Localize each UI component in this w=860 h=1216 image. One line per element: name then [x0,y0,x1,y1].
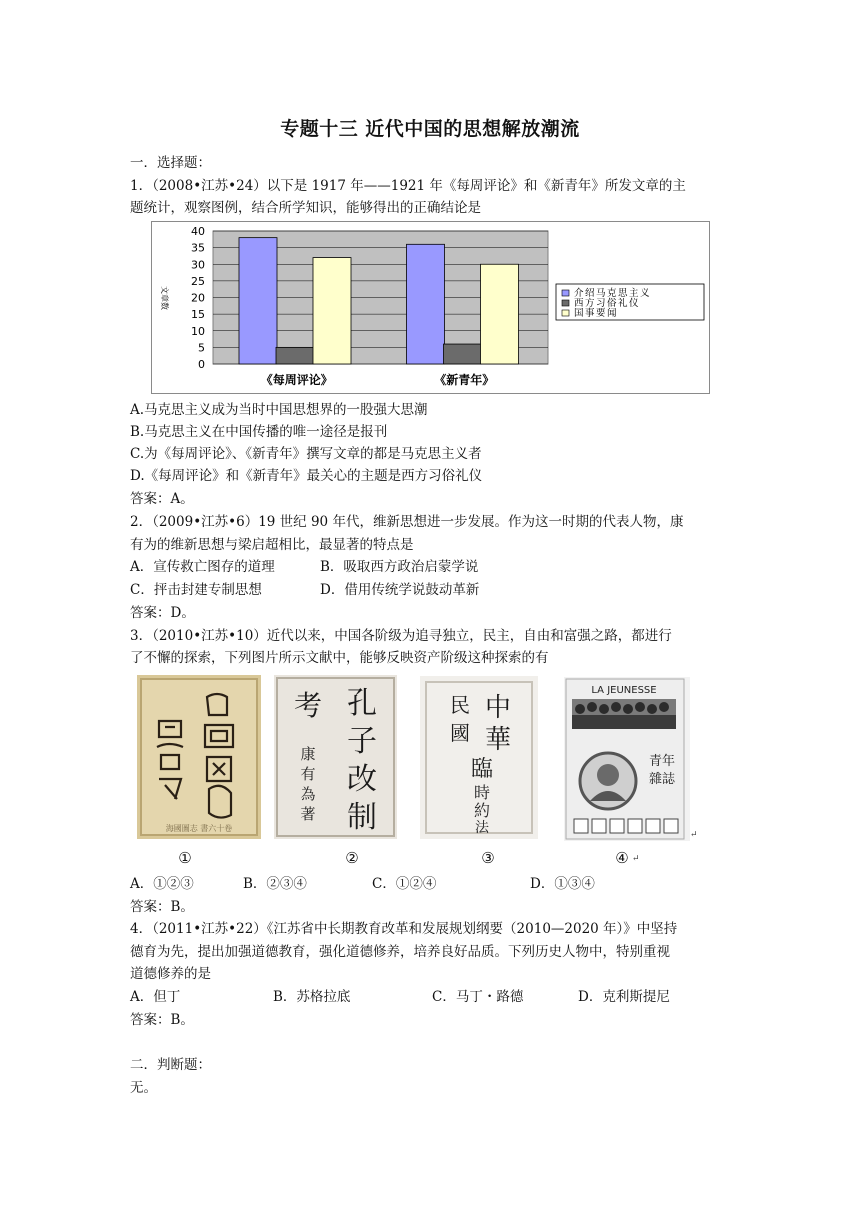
question-4-option-a: A．但丁 [130,989,181,1005]
section-2-body: 无。 [130,1080,157,1096]
y-tick-label: 35 [191,241,205,255]
question-3-option-b: B．②③④ [243,876,307,892]
legend-label: 国事要闻 [574,308,619,319]
document-image-4 [564,677,690,841]
page-title: 专题十三 近代中国的思想解放潮流 [280,118,580,140]
y-tick-label: 25 [191,274,205,288]
return-mark-icon: ↵ [632,854,640,864]
question-1-option-d: D.《每周评论》和《新青年》最关心的主题是西方习俗礼仪 [130,468,483,484]
question-2-option-b: B．吸取西方政治启蒙学说 [320,559,479,575]
document-image-2 [274,675,397,839]
svg-text:著: 著 [300,805,316,823]
bar-1-3 [313,258,351,364]
legend-label: 介绍马克思主义 [574,288,652,299]
document-image-1 [137,675,261,839]
question-2-line-2: 有为的维新思想与梁启超相比，最显著的特点是 [130,537,414,553]
image-1-caption: 海國圖志 書六十卷 [165,824,233,833]
svg-text:孔: 孔 [347,686,377,721]
question-3-option-c: C．①②④ [372,876,437,892]
svg-text:華: 華 [484,725,512,755]
document-image-3 [420,676,538,839]
svg-text:青年: 青年 [648,754,676,769]
bar-2-1 [407,244,445,364]
y-tick-label: 0 [198,358,205,371]
bar-1-2 [276,347,314,364]
x-tick-label: 《每周评论》 [260,373,333,387]
question-3-option-d: D．①③④ [530,876,595,892]
question-1-option-c: C.为《每周评论》、《新青年》撰写文章的都是马克思主义者 [130,446,482,462]
question-2-option-a: A．宣传救亡图存的道理 [130,559,275,575]
question-1-option-a: A.马克思主义成为当时中国思想界的一股强大思潮 [130,402,428,418]
svg-text:制: 制 [347,800,377,835]
question-4-option-c: C．马丁・路德 [432,989,524,1005]
legend-label: 西方习俗礼仪 [574,298,641,309]
x-tick-label: 《新青年》 [434,373,495,387]
bar-2-2 [444,344,482,364]
bar-2-3 [481,264,519,364]
legend-swatch [562,310,569,316]
svg-text:為: 為 [300,785,316,803]
question-4-option-b: B．苏格拉底 [273,989,351,1005]
image-3-label: ③ [481,849,495,867]
image-4-header: LA JEUNESSE [591,685,657,696]
y-tick-label: 30 [191,258,205,272]
question-4-line-3: 道德修养的是 [130,966,211,982]
y-tick-label: 10 [191,324,205,338]
question-1-line-2: 题统计，观察图例，结合所学知识，能够得出的正确结论是 [130,200,481,216]
svg-text:法: 法 [475,820,489,836]
svg-text:中: 中 [484,693,512,723]
svg-text:國: 國 [450,721,470,745]
svg-text:子: 子 [347,724,377,759]
question-1-line-1: 1．（2008•江苏•24）以下是 1917 年——1921 年《每周评论》和《新青年》所发文章的主 [130,178,686,194]
svg-text:約: 約 [473,801,491,820]
question-3-answer: 答案：B。 [130,899,194,915]
bar-chart-svg [152,222,709,393]
svg-text:考: 考 [293,689,323,722]
question-4-answer: 答案：B。 [130,1012,194,1028]
image-4-label: ④ [615,849,629,867]
legend-swatch [562,290,569,296]
y-tick-label: 20 [191,291,205,305]
image-1-label: ① [178,849,192,867]
svg-text:改: 改 [347,762,377,797]
svg-text:雜誌: 雜誌 [648,772,676,787]
svg-text:有: 有 [300,765,316,783]
y-tick-label: 5 [198,341,205,355]
svg-text:臨: 臨 [470,757,494,782]
question-3-line-2: 了不懈的探索，下列图片所示文献中，能够反映资产阶级这种探索的有 [130,650,549,666]
y-tick-label: 15 [191,308,205,322]
question-4-option-d: D．克利斯提尼 [578,989,670,1005]
question-1-option-b: B.马克思主义在中国传播的唯一途径是报刊 [130,424,388,440]
question-2-answer: 答案：D。 [130,605,195,621]
bar-1-1 [239,238,277,364]
svg-text:民: 民 [450,693,470,717]
question-4-line-1: 4．（2011•江苏•22）《江苏省中长期教育改革和发展规划纲要（2010—2020 年）》中坚持 [130,921,678,937]
question-3-line-1: 3．（2010•江苏•10）近代以来，中国各阶级为追寻独立，民主，自由和富强之路，都进行 [130,628,672,644]
y-axis-label: 文章数 [160,286,169,310]
return-mark-icon: ↵ [690,830,698,840]
svg-text:康: 康 [300,745,316,763]
bar-chart [151,221,710,394]
question-2-option-d: D．借用传统学说鼓动革新 [320,582,480,598]
question-1-answer: 答案：A。 [130,491,194,507]
question-2-line-1: 2．（2009•江苏•6）19 世纪 90 年代，维新思想进一步发展。作为这一时期的代表人物，康 [130,514,684,530]
y-tick-label: 40 [191,225,205,238]
section-heading-judgment: 二．判断题： [130,1057,211,1073]
question-2-option-c: C．抨击封建专制思想 [130,582,262,598]
image-2-label: ② [345,849,359,867]
question-3-option-a: A．①②③ [130,876,194,892]
svg-text:時: 時 [473,783,491,802]
section-heading-choice: 一．选择题： [130,155,211,171]
legend-swatch [562,300,569,306]
question-4-line-2: 德育为先，提出加强道德教育，强化道德修养，培养良好品质。下列历史人物中，特别重视 [130,944,670,960]
